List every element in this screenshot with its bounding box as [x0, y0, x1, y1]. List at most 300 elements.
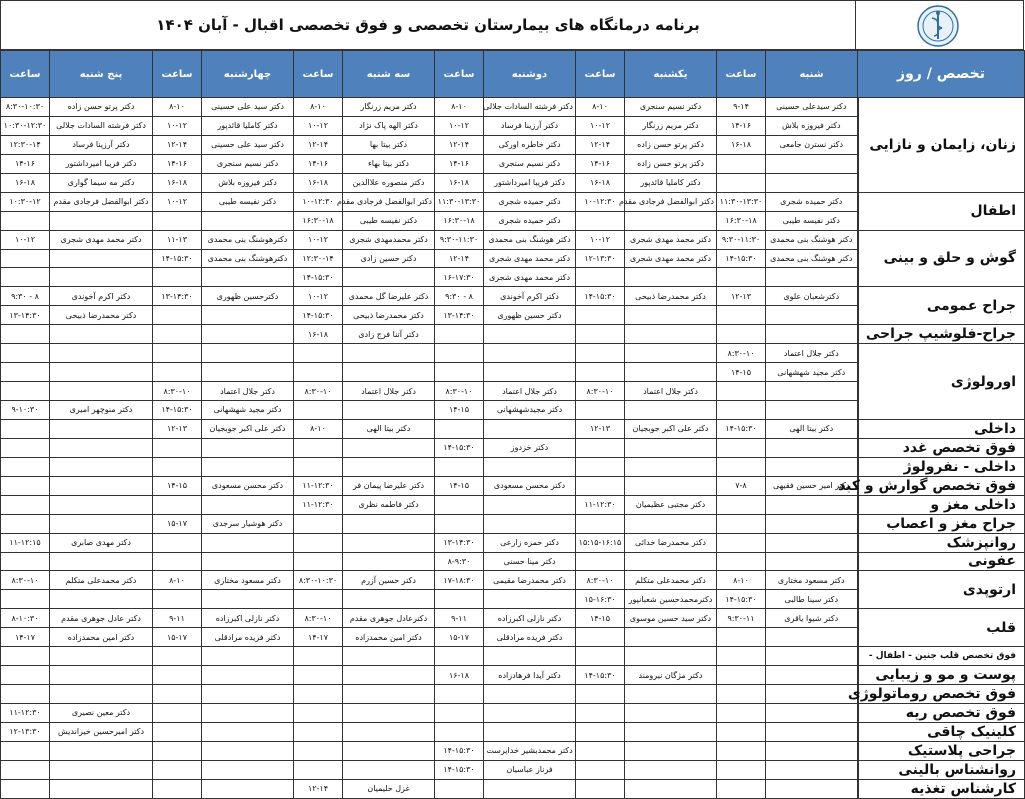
doctor-cell	[625, 647, 717, 666]
time-cell	[153, 666, 202, 685]
table-row	[1, 647, 1025, 666]
time-cell: ۱۲-۱۴	[294, 135, 343, 154]
doctor-cell: دکتر علی اکبر جوبجیان	[625, 419, 717, 438]
column-header: ساعت	[717, 51, 766, 98]
time-cell: ۷-۸	[717, 476, 766, 495]
time-cell	[153, 363, 202, 382]
doctor-cell	[625, 741, 717, 760]
time-cell: ۱۳-۱۴:۳۰	[435, 533, 484, 552]
time-cell: ۱۴-۱۵:۳۰	[717, 419, 766, 438]
logo-box	[856, 0, 1024, 50]
time-cell	[294, 401, 343, 420]
time-cell: ۱۴-۱۷	[1, 628, 50, 647]
time-cell	[153, 306, 202, 325]
doctor-cell: دکتر محمدبشیر خدایرست	[484, 741, 576, 760]
doctor-cell	[484, 419, 576, 438]
specialty-cell: اورولوژی	[858, 344, 1025, 420]
doctor-cell: دکتر حمیده شجری	[484, 211, 576, 230]
table-row	[1, 514, 1025, 533]
table-row	[1, 552, 1025, 571]
time-cell	[576, 685, 625, 704]
doctor-cell: دکترهوشنگ بنی محمدی	[202, 230, 294, 249]
time-cell	[153, 495, 202, 514]
specialty-cell: کارشناس تغذیه	[858, 779, 1025, 798]
specialty-cell: ارتوپدی	[858, 571, 1025, 609]
doctor-cell	[484, 647, 576, 666]
doctor-cell	[625, 306, 717, 325]
time-cell: ۱۲-۱۳	[576, 419, 625, 438]
doctor-cell: دکترشعبان علوی	[766, 287, 858, 306]
time-cell	[294, 438, 343, 457]
time-cell: ۱۴-۱۵:۳۰	[717, 249, 766, 268]
time-cell: ۱۵:۱۵-۱۶:۱۵	[576, 533, 625, 552]
time-cell	[153, 760, 202, 779]
time-cell: ۸:۳۰-۱۰	[576, 571, 625, 590]
specialty-cell: فوق تخصص ریه	[858, 704, 1025, 723]
time-cell	[717, 457, 766, 476]
time-cell	[294, 722, 343, 741]
table-row	[1, 666, 1025, 685]
specialty-cell: کلینیک چاقی	[858, 722, 1025, 741]
time-cell: ۹:۳۰-۱۱	[717, 609, 766, 628]
doctor-cell	[343, 647, 435, 666]
time-cell	[717, 628, 766, 647]
time-cell	[717, 779, 766, 798]
doctor-cell: دکتر حسین آزرم	[343, 571, 435, 590]
time-cell: ۱۱:۳۰-۱۳:۳۰	[435, 192, 484, 211]
time-cell: ۸-۱۰	[717, 571, 766, 590]
doctor-cell	[766, 514, 858, 533]
time-cell	[153, 438, 202, 457]
time-cell: ۱۰:۳۰-۱۲	[1, 192, 50, 211]
time-cell: ۱۲:۳۰-۱۴	[294, 249, 343, 268]
time-cell	[576, 741, 625, 760]
time-cell	[717, 401, 766, 420]
time-cell	[1, 779, 50, 798]
doctor-cell: دکتر هوشنگ بنی محمدی	[766, 230, 858, 249]
doctor-cell	[484, 779, 576, 798]
time-cell	[717, 741, 766, 760]
time-cell: ۱۲-۱۳	[717, 287, 766, 306]
time-cell: ۱۴-۱۵	[717, 363, 766, 382]
doctor-cell: دکتر نازلی اکبرزاده	[484, 609, 576, 628]
column-header-specialty: تخصص / روز	[858, 51, 1025, 98]
table-row	[1, 476, 1025, 495]
time-cell	[1, 268, 50, 287]
doctor-cell	[484, 363, 576, 382]
time-cell: ۱۲-۱۴	[576, 135, 625, 154]
time-cell: ۱۶:۳۰-۱۸	[717, 211, 766, 230]
doctor-cell	[484, 722, 576, 741]
doctor-cell	[766, 704, 858, 723]
time-cell: ۸-۱۰:۳۰	[1, 609, 50, 628]
doctor-cell	[202, 306, 294, 325]
time-cell: ۹:۳۰-۱۱:۳۰	[435, 230, 484, 249]
doctor-cell	[625, 628, 717, 647]
doctor-cell: دکتر محسن مسعودی	[202, 476, 294, 495]
doctor-cell: دکتر محمدعلی متکلم	[50, 571, 153, 590]
time-cell: ۱۴-۱۵:۳۰	[576, 666, 625, 685]
time-cell: ۱۴-۱۵:۳۰	[153, 249, 202, 268]
table-row	[1, 722, 1025, 741]
doctor-cell	[50, 476, 153, 495]
doctor-cell: دکتر ابوالفضل فرجادی مقدم	[343, 192, 435, 211]
specialty-cell: پوست و مو و زیبایی	[858, 666, 1025, 685]
table-row	[1, 533, 1025, 552]
time-cell	[294, 647, 343, 666]
specialty-cell: جراح-فلوشیپ جراحی	[858, 325, 1025, 344]
specialty-cell: جراح عمومی	[858, 287, 1025, 325]
time-cell: ۱۴-۱۶	[294, 154, 343, 173]
doctor-cell	[343, 401, 435, 420]
doctor-cell: دکتر الهه پاک نژاد	[343, 116, 435, 135]
doctor-cell: دکتر مجید شهشهانی	[202, 401, 294, 420]
doctor-cell: دکتر مجتبی عظیمیان	[625, 495, 717, 514]
doctor-cell: دکتر مهدی صابری	[50, 533, 153, 552]
time-cell	[435, 779, 484, 798]
time-cell	[576, 704, 625, 723]
doctor-cell	[50, 741, 153, 760]
doctor-cell	[625, 722, 717, 741]
time-cell: ۱۲-۱۴	[435, 249, 484, 268]
doctor-cell: دکتر حسین زادی	[343, 249, 435, 268]
page-title: برنامه درمانگاه های بیمارستان تخصصی و فوق تخصصی اقبال - آبان ۱۴۰۴	[156, 16, 700, 34]
doctor-cell	[484, 457, 576, 476]
time-cell: ۱۴-۱۶	[576, 154, 625, 173]
time-cell	[294, 533, 343, 552]
time-cell	[576, 268, 625, 287]
time-cell	[717, 495, 766, 514]
doctor-cell	[625, 476, 717, 495]
time-cell	[435, 722, 484, 741]
doctor-cell	[50, 666, 153, 685]
doctor-cell: دکتر ابوالفضل فرجادی مقدم	[625, 192, 717, 211]
doctor-cell	[50, 514, 153, 533]
specialty-cell: جراح مغز و اعصاب	[858, 514, 1025, 533]
doctor-cell: دکتر فیروزه بلاش	[202, 173, 294, 192]
doctor-cell: دکتر بیتا بها	[343, 135, 435, 154]
table-body	[1, 98, 1025, 799]
time-cell: ۹-۱۰:۳۰	[1, 401, 50, 420]
schedule-table	[0, 50, 1025, 799]
doctor-cell	[50, 779, 153, 798]
time-cell	[435, 325, 484, 344]
doctor-cell: دکتر فریده مرادقلی	[202, 628, 294, 647]
doctor-cell: دکتر علیرضا گل محمدی	[343, 287, 435, 306]
time-cell	[717, 154, 766, 173]
time-cell	[1, 211, 50, 230]
time-cell: ۸:۳۰-۱۰	[576, 382, 625, 401]
doctor-cell	[766, 325, 858, 344]
time-cell: ۱۴-۱۵:۳۰	[576, 287, 625, 306]
time-cell	[153, 457, 202, 476]
time-cell: ۱۱:۳۰-۱۳:۳۰	[717, 192, 766, 211]
doctor-cell	[202, 685, 294, 704]
time-cell: ۱۲-۱۳:۳۰	[576, 249, 625, 268]
time-cell	[435, 457, 484, 476]
time-cell: ۱۴-۱۵:۳۰	[435, 760, 484, 779]
doctor-cell	[343, 685, 435, 704]
time-cell: ۹:۳۰-۱۱:۳۰	[717, 230, 766, 249]
specialty-cell: جراحی پلاستیک	[858, 741, 1025, 760]
time-cell: ۱۶-۱۷:۳۰	[435, 268, 484, 287]
time-cell: ۸ - ۹:۳۰	[1, 287, 50, 306]
time-cell: ۱۴-۱۵:۳۰	[717, 590, 766, 609]
doctor-cell: دکتر آرزینا فرساد	[50, 135, 153, 154]
doctor-cell	[50, 419, 153, 438]
doctor-cell	[50, 647, 153, 666]
doctor-cell	[50, 211, 153, 230]
doctor-cell	[625, 760, 717, 779]
time-cell	[435, 363, 484, 382]
doctor-cell	[343, 552, 435, 571]
time-cell	[435, 685, 484, 704]
time-cell: ۸-۱۰	[294, 419, 343, 438]
doctor-cell: دکتر محمد مهدی شجری	[625, 230, 717, 249]
time-cell: ۱۴-۱۷	[294, 628, 343, 647]
time-cell: ۸:۳۰-۱۰	[294, 382, 343, 401]
doctor-cell: دکتر هوشنگ بنی محمدی	[766, 249, 858, 268]
column-header: ساعت	[435, 51, 484, 98]
time-cell	[576, 457, 625, 476]
time-cell: ۸-۱۰	[294, 98, 343, 117]
doctor-cell	[202, 741, 294, 760]
doctor-cell	[766, 438, 858, 457]
time-cell: ۹-۱۱	[153, 609, 202, 628]
time-cell: ۱۰-۱۲	[294, 230, 343, 249]
time-cell: ۸:۳۰-۱۰	[294, 609, 343, 628]
time-cell: ۱۰-۱۲	[153, 116, 202, 135]
doctor-cell	[766, 268, 858, 287]
time-cell: ۱۶-۱۸	[435, 173, 484, 192]
doctor-cell: دکترحسین ظهوری	[202, 287, 294, 306]
doctor-cell: دکتر اکرم آخوندی	[484, 287, 576, 306]
time-cell	[576, 438, 625, 457]
doctor-cell	[766, 741, 858, 760]
specialty-cell: فوق تخصص غدد	[858, 438, 1025, 457]
doctor-cell	[484, 704, 576, 723]
time-cell: ۱۳-۱۴:۳۰	[153, 287, 202, 306]
doctor-cell: دکتر بیتا الهی	[343, 419, 435, 438]
time-cell: ۱۱-۱۳	[153, 230, 202, 249]
doctor-cell: دکتر فرشته السادات جلالی	[484, 98, 576, 117]
time-cell	[1, 363, 50, 382]
column-header: یکشنبه	[625, 51, 717, 98]
doctor-cell: دکتر پرتو حسن زاده	[625, 135, 717, 154]
time-cell	[1, 514, 50, 533]
time-cell	[153, 647, 202, 666]
time-cell: ۱۴-۱۵	[435, 476, 484, 495]
doctor-cell	[50, 495, 153, 514]
specialty-cell: داخلی مغز و	[858, 495, 1025, 514]
time-cell	[153, 685, 202, 704]
specialty-cell: روانشناس بالینی	[858, 760, 1025, 779]
doctor-cell	[50, 344, 153, 363]
doctor-cell: دکتر نفیسه طیبی	[343, 211, 435, 230]
doctor-cell	[50, 590, 153, 609]
doctor-cell: دکتر جلال اعتماد	[343, 382, 435, 401]
doctor-cell	[484, 514, 576, 533]
doctor-cell	[766, 685, 858, 704]
doctor-cell	[202, 647, 294, 666]
doctor-cell	[484, 344, 576, 363]
time-cell	[294, 514, 343, 533]
time-cell	[294, 741, 343, 760]
time-cell: ۸ - ۹:۳۰	[435, 287, 484, 306]
time-cell	[1, 344, 50, 363]
time-cell	[435, 514, 484, 533]
time-cell: ۱۶-۱۸	[294, 325, 343, 344]
doctor-cell	[202, 666, 294, 685]
time-cell: ۸-۱۰	[153, 98, 202, 117]
doctor-cell	[202, 779, 294, 798]
table-row	[1, 741, 1025, 760]
time-cell	[294, 457, 343, 476]
doctor-cell	[343, 457, 435, 476]
time-cell	[153, 211, 202, 230]
table-row	[1, 192, 1025, 211]
doctor-cell	[202, 722, 294, 741]
doctor-cell	[484, 325, 576, 344]
time-cell	[153, 779, 202, 798]
time-cell: ۱۶:۳۰-۱۸	[294, 211, 343, 230]
time-cell	[435, 647, 484, 666]
table-row	[1, 344, 1025, 363]
doctor-cell: دکتر مجید شهشهانی	[766, 363, 858, 382]
doctor-cell	[50, 363, 153, 382]
doctor-cell	[50, 249, 153, 268]
doctor-cell: دکتر فریده مرادقلی	[484, 628, 576, 647]
doctor-cell: دکتر جلال اعتماد	[484, 382, 576, 401]
specialty-cell: داخلی	[858, 419, 1025, 438]
time-cell	[1, 438, 50, 457]
time-cell	[576, 344, 625, 363]
time-cell: ۸:۳۰-۱۰:۳۰	[1, 98, 50, 117]
time-cell: ۱۴-۱۶	[1, 154, 50, 173]
specialty-cell: عفونی	[858, 552, 1025, 571]
doctor-cell	[484, 590, 576, 609]
doctor-cell: دکتر مریم زرنگار	[625, 116, 717, 135]
doctor-cell: دکتر آیدا فرهادزاده	[484, 666, 576, 685]
time-cell: ۱۶-۱۸	[717, 135, 766, 154]
doctor-cell: دکتر محمد مهدی شجری	[484, 268, 576, 287]
time-cell	[717, 666, 766, 685]
doctor-cell	[50, 268, 153, 287]
doctor-cell: دکتر سینا طالبی	[766, 590, 858, 609]
doctor-cell	[343, 363, 435, 382]
time-cell	[717, 685, 766, 704]
time-cell: ۱۶-۱۸	[294, 173, 343, 192]
doctor-cell: دکتر سید علی حسینی	[202, 135, 294, 154]
doctor-cell	[50, 457, 153, 476]
table-row	[1, 779, 1025, 798]
doctor-cell: دکتر مریم زرنگار	[343, 98, 435, 117]
time-cell	[294, 685, 343, 704]
doctor-cell: دکتر محمدعلی متکلم	[625, 571, 717, 590]
time-cell: ۱۲-۱۴	[294, 779, 343, 798]
doctor-cell: دکتر جلال اعتماد	[766, 344, 858, 363]
time-cell: ۸-۱۰	[435, 98, 484, 117]
doctor-cell: دکتر فاطمه نظری	[343, 495, 435, 514]
doctor-cell: دکتر مسعود مختاری	[202, 571, 294, 590]
doctor-cell: دکتر اکرم آخوندی	[50, 287, 153, 306]
time-cell	[153, 590, 202, 609]
doctor-cell: دکتر منوچهر امیری	[50, 401, 153, 420]
time-cell: ۱۴-۱۵:۳۰	[153, 401, 202, 420]
doctor-cell: دکتر محمدرضا ذبیحی	[50, 306, 153, 325]
doctor-cell	[343, 590, 435, 609]
time-cell	[717, 552, 766, 571]
time-cell: ۱۶-۱۸	[1, 173, 50, 192]
doctor-cell: دکتر علیرضا پیمان فر	[343, 476, 435, 495]
doctor-cell: دکتر جلال اعتماد	[625, 382, 717, 401]
time-cell	[1, 741, 50, 760]
column-header: چهارشنبه	[202, 51, 294, 98]
doctor-cell	[625, 363, 717, 382]
doctor-cell: دکتر حمیده شجری	[766, 192, 858, 211]
doctor-cell	[202, 704, 294, 723]
time-cell: ۱۴-۱۵	[435, 401, 484, 420]
time-cell	[294, 704, 343, 723]
doctor-cell: دکتر خاطره اورکی	[484, 135, 576, 154]
table-row	[1, 704, 1025, 723]
doctor-cell: دکتر محمد مهدی شجری	[625, 249, 717, 268]
doctor-cell: دکترعادل جوهری مقدم	[343, 609, 435, 628]
time-cell: ۱۰-۱۲	[576, 230, 625, 249]
doctor-cell: دکتر محمدرضا مقیمی	[484, 571, 576, 590]
time-cell	[717, 173, 766, 192]
table-row	[1, 571, 1025, 590]
table-row	[1, 230, 1025, 249]
doctor-cell	[202, 495, 294, 514]
time-cell	[717, 722, 766, 741]
time-cell: ۱۴-۱۵	[576, 609, 625, 628]
doctor-cell	[50, 760, 153, 779]
time-cell	[717, 533, 766, 552]
table-row	[1, 287, 1025, 306]
table-row	[1, 98, 1025, 117]
table-row	[1, 685, 1025, 704]
time-cell	[294, 363, 343, 382]
time-cell	[294, 666, 343, 685]
time-cell	[1, 685, 50, 704]
doctor-cell: دکتر نفیسه طیبی	[202, 192, 294, 211]
column-header: پنج شنبه	[50, 51, 153, 98]
doctor-cell: دکتر امین محمدزاده	[343, 628, 435, 647]
time-cell	[576, 363, 625, 382]
doctor-cell	[202, 457, 294, 476]
time-cell: ۱۴-۱۵:۳۰	[294, 306, 343, 325]
time-cell	[1, 590, 50, 609]
doctor-cell: دکتر ابوالفضل فرجادی مقدم	[50, 192, 153, 211]
doctor-cell	[625, 325, 717, 344]
time-cell	[1, 419, 50, 438]
time-cell: ۱۱-۱۲:۳۰	[576, 495, 625, 514]
time-cell	[717, 306, 766, 325]
time-cell: ۱۰-۱۲:۳۰	[294, 192, 343, 211]
doctor-cell: دکتر فرشته السادات جلالی	[50, 116, 153, 135]
time-cell	[435, 344, 484, 363]
doctor-cell	[343, 760, 435, 779]
time-cell	[717, 268, 766, 287]
time-cell	[1, 476, 50, 495]
time-cell: ۱۰-۱۲	[1, 230, 50, 249]
table-row	[1, 419, 1025, 438]
doctor-cell	[202, 590, 294, 609]
time-cell: ۱۰-۱۲	[576, 116, 625, 135]
time-cell: ۱۳-۱۴:۳۰	[435, 306, 484, 325]
table-header-row	[1, 51, 1025, 98]
